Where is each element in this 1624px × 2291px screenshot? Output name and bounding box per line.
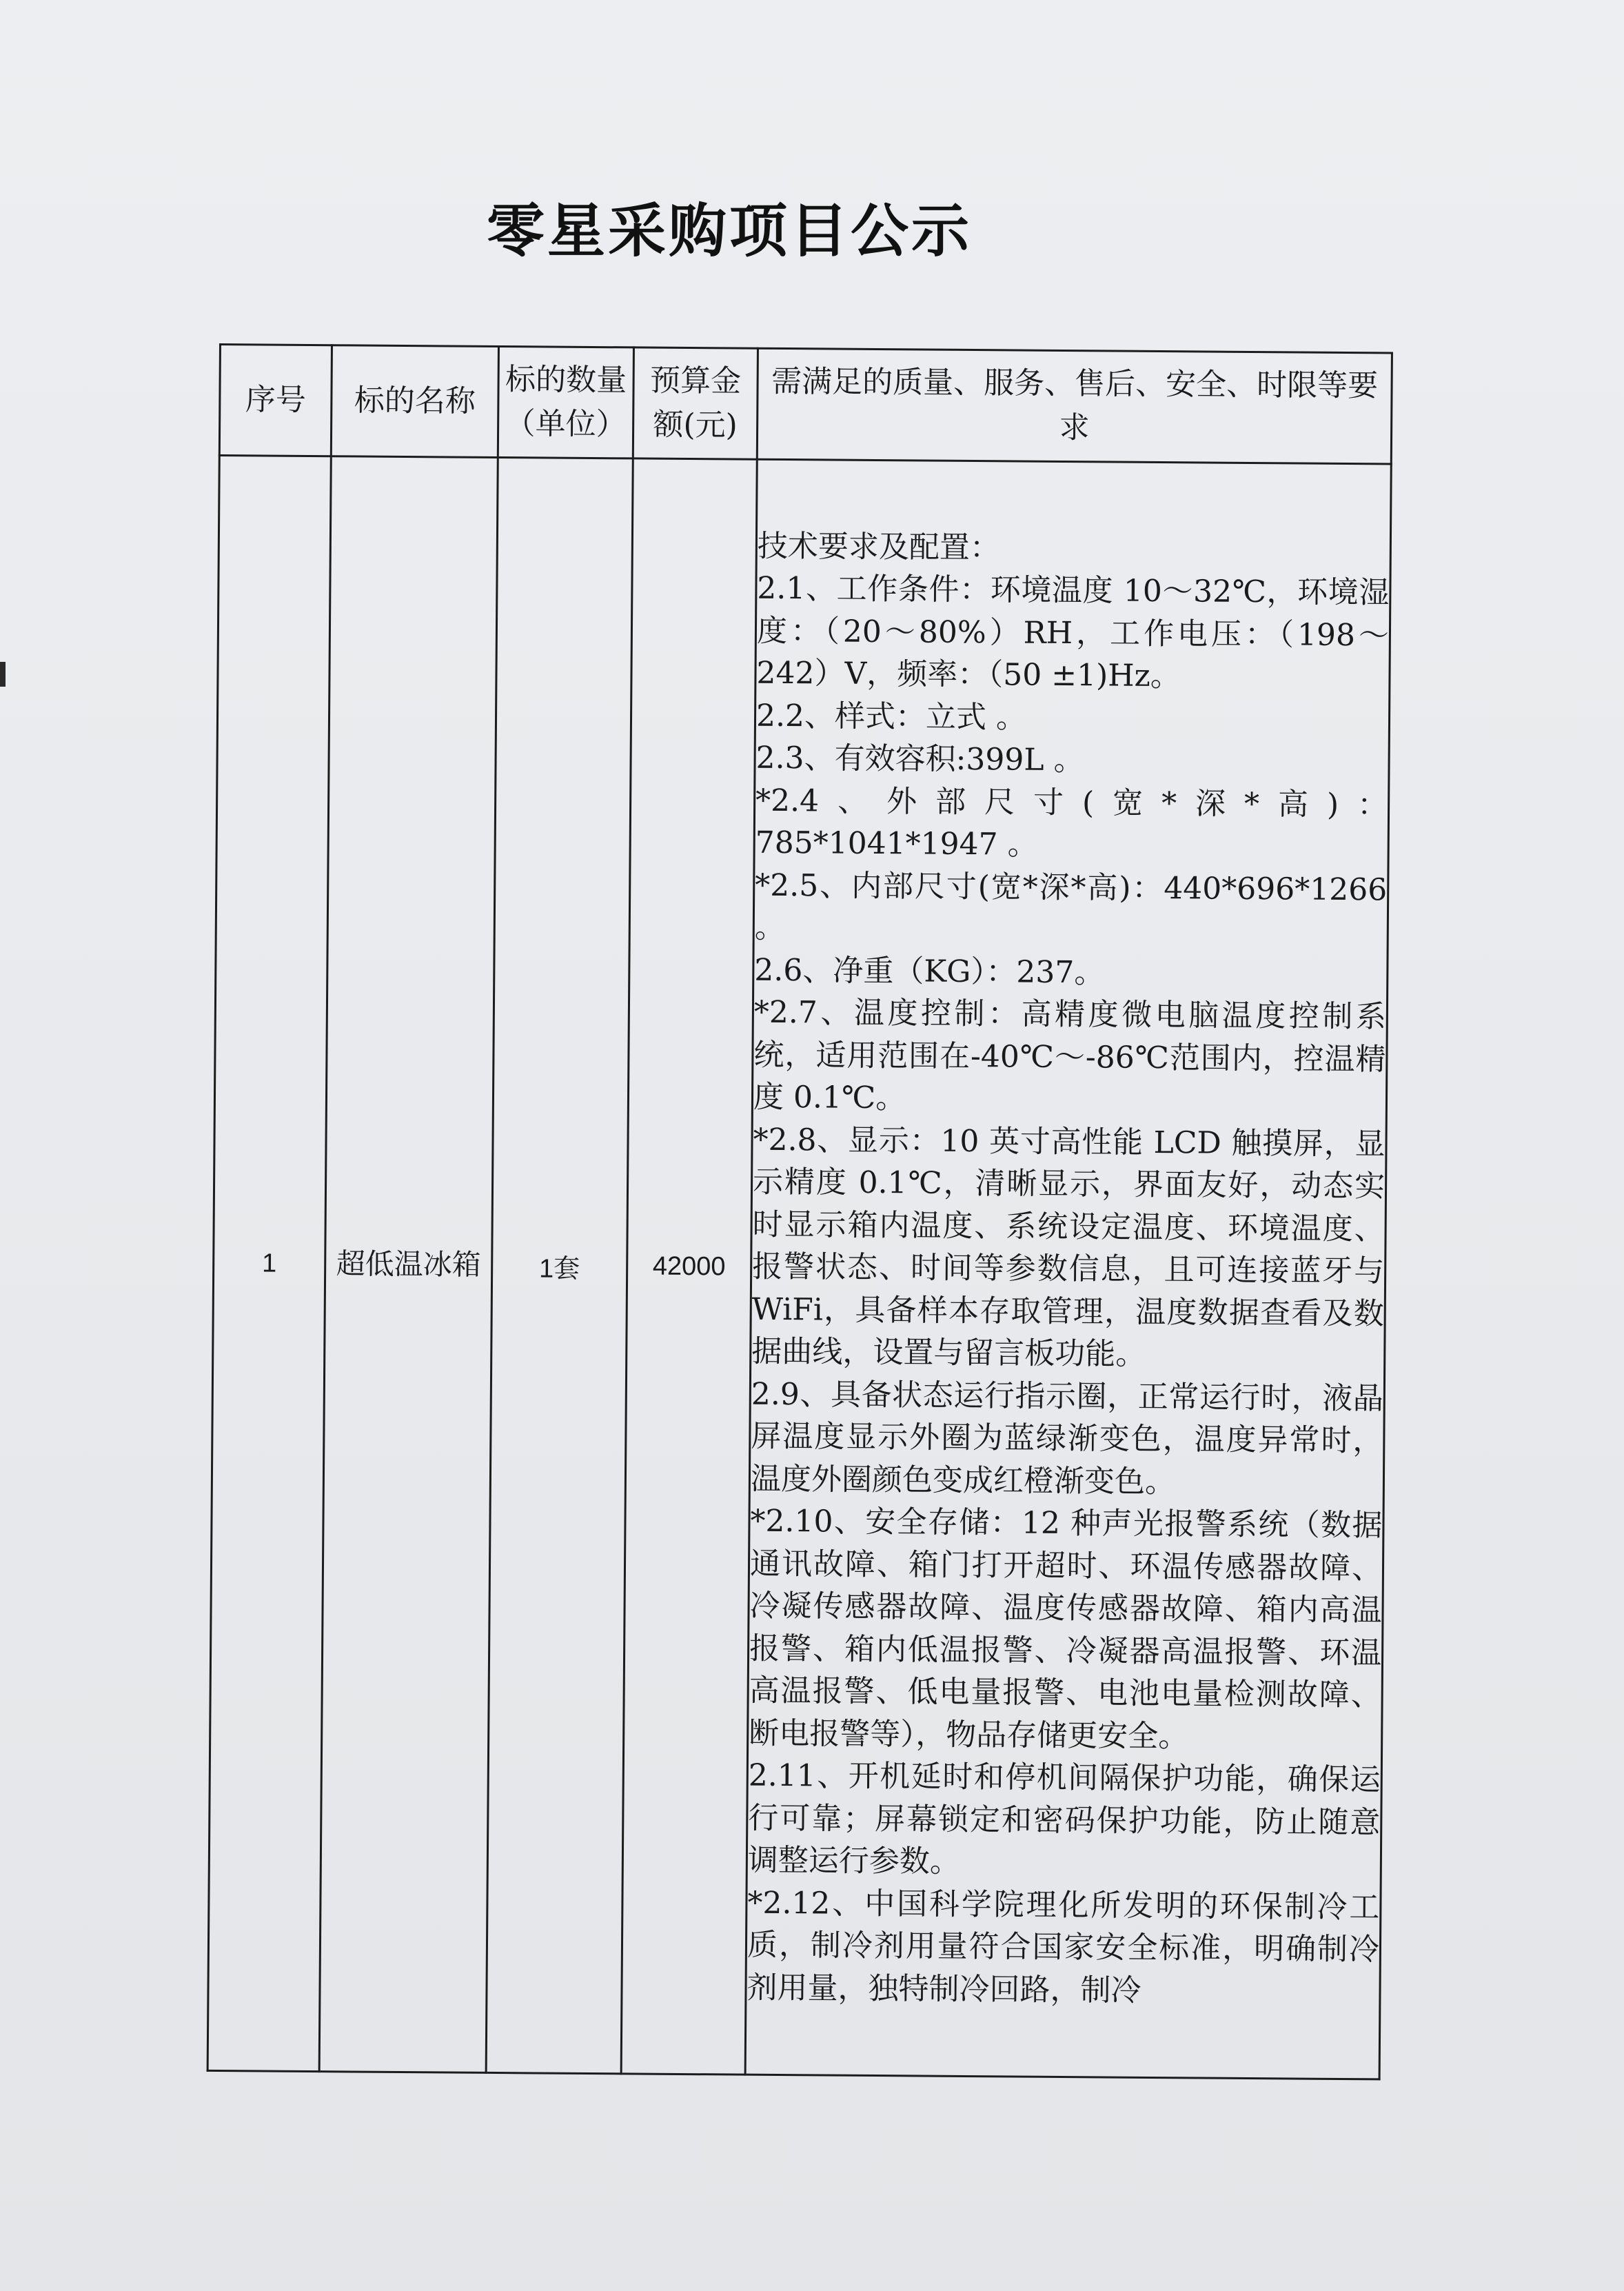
cell-requirements xyxy=(745,459,1397,2079)
cell-seq: 1 xyxy=(207,456,331,2072)
requirement-line: 2.11、开机延时和停机间隔保护功能，确保运行可靠；屏幕锁定和密码保护功能，防止随意调整运行参数。 xyxy=(747,1757,1381,1880)
requirement-line: 2.2、样式：立式 。 xyxy=(755,698,1027,736)
requirement-line: 2.9、具备状态运行指示圈，正常运行时，液晶屏温度显示外圈为蓝绿渐变色，温度异常时，温度外圈颜色变成红橙渐变色。 xyxy=(750,1376,1384,1500)
table-row xyxy=(207,456,1391,2079)
header-quantity: 标的数量（单位） xyxy=(498,346,633,458)
requirement-line: 2.6、净重（KG）：237。 xyxy=(754,952,1105,991)
requirement-line: 2.1、工作条件：环境温度 10～32℃，环境湿度：（20～80%）RH，工作电压：（198～242）V，频率：（50 ±1)Hz。 xyxy=(756,570,1390,694)
requirement-line: *2.4、外部尺寸(宽*深*高)：785*1041*1947 。 xyxy=(755,783,1388,862)
cell-quantity: 1套 xyxy=(486,457,633,2073)
procurement-table xyxy=(207,343,1397,2080)
requirement-line: *2.8、显示：10 英寸高性能 LCD 触摸屏，显示精度 0.1℃，清晰显示，界面友好，动态实时显示箱内温度、系统设定温度、环境温度、报警状态、时间等参数信息，且可连接蓝牙与 WiFi，具备样本存取管理，温度数据查看及数据曲线，设置与留言板功能。 xyxy=(751,1122,1394,1373)
requirement-line: 2.3、有效容积:399L 。 xyxy=(755,740,1084,778)
cell-budget: 42000 xyxy=(621,458,757,2075)
requirement-line: *2.10、安全存储：12 种声光报警系统（数据通讯故障、箱门打开超时、环温传感器故障、冷凝传感器故障、温度传感器故障、箱内高温报警、箱内低温报警、冷凝器高温报警、环温高温报警、低电量报警、电池电量检测故障、断电报警等），物品存储更安全。 xyxy=(749,1503,1383,1755)
document-title: 零星采购项目公示 xyxy=(486,197,972,265)
header-budget: 预算金额(元) xyxy=(633,347,758,459)
requirement-line: *2.12、中国科学院理化所发明的环保制冷工质，制冷剂用量符合国家安全标准，明确制冷剂用量，独特制冷回路，制冷 xyxy=(747,1885,1380,2008)
requirement-line: *2.5、内部尺寸(宽*深*高)：440*696*1266 。 xyxy=(754,867,1397,946)
header-requirements: 需满足的质量、服务、售后、安全、时限等要求 xyxy=(757,348,1392,464)
header-seq: 序号 xyxy=(219,345,332,456)
cell-name: 超低温冰箱 xyxy=(319,456,498,2073)
edge-mark xyxy=(0,662,6,687)
requirement-line: 技术要求及配置： xyxy=(757,528,1001,566)
header-name: 标的名称 xyxy=(331,345,498,458)
requirement-line: *2.7、温度控制：高精度微电脑温度控制系统，适用范围在-40℃～-86℃范围内，控温精度 0.1℃。 xyxy=(753,994,1387,1116)
table-header-row xyxy=(219,345,1392,464)
